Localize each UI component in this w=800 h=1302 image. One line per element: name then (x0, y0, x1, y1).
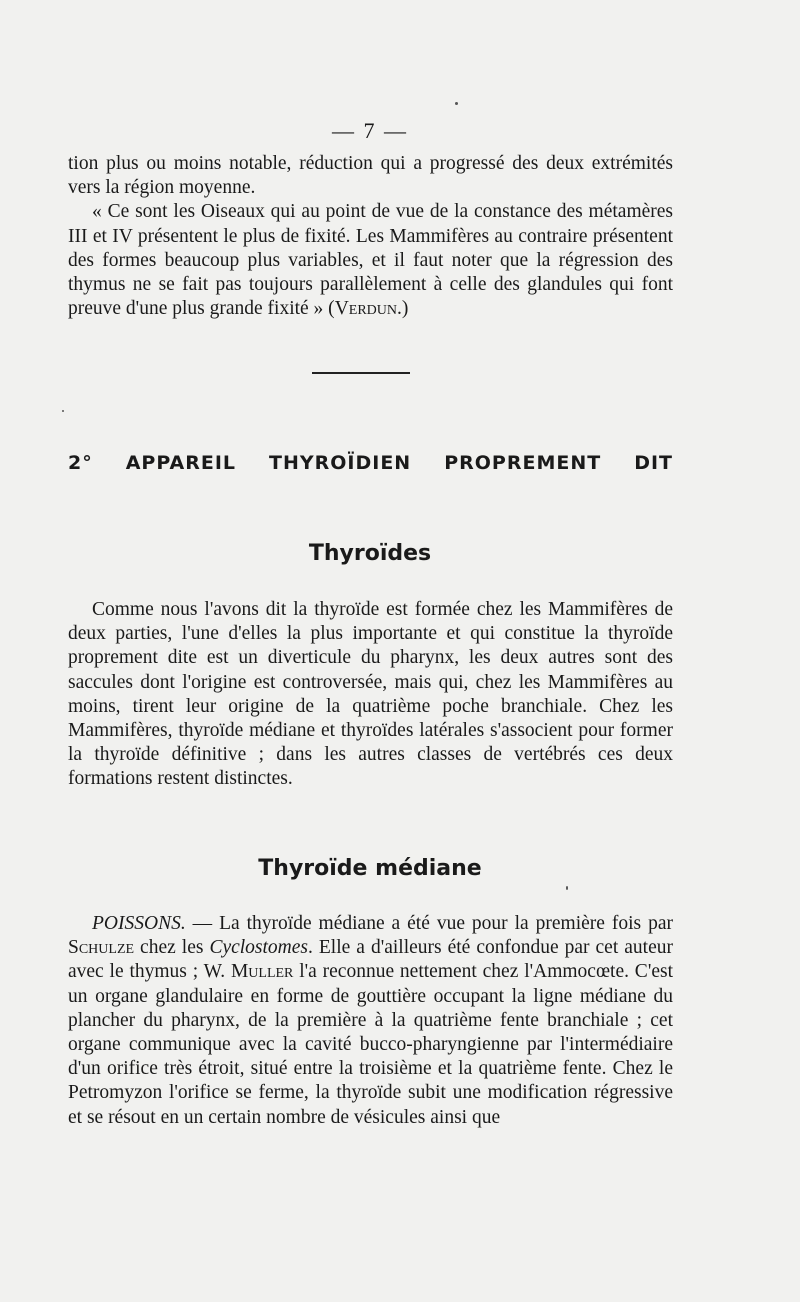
section-word-3: PROPREMENT (444, 452, 602, 474)
text-block-top (68, 152, 673, 321)
mediane-text-3: . Elle a d'ailleurs été confondue par cet auteur avec le thymus ; W. (68, 937, 673, 983)
section-word-2: THYROÏDIEN (269, 452, 412, 474)
heading-thyroide-mediane: Thyroïde médiane (258, 856, 482, 881)
section-word-4: DIT (634, 452, 673, 474)
paragraph-continuation: tion plus ou moins notable, réduction qui a progressé des deux extrémités vers la région moyenne. (68, 153, 673, 199)
mediane-text-2: chez les (134, 937, 210, 959)
quote-close: .) (397, 298, 409, 320)
page-number: — 7 — (332, 118, 408, 143)
author-verdun: Verdun (334, 298, 397, 320)
mediane-text-1: — La thyroïde médiane a été vue pour la première fois par (185, 913, 673, 934)
text-block-thyroides (68, 598, 673, 792)
heading-thyroides: Thyroïdes (308, 541, 432, 566)
author-schulze: Schulze (68, 937, 135, 959)
paragraph-quote (68, 200, 673, 321)
lead-poissons: POISSONS. (92, 913, 186, 934)
paragraph-mediane (68, 912, 673, 1130)
print-speck (62, 410, 64, 412)
author-muller: Muller (230, 961, 294, 983)
paragraph-thyroides: Comme nous l'avons dit la thyroïde est formée chez les Mammifères de deux parties, l'une d'elles la plus importante et qui constitue la thyroïde proprement dite est un diverticule du pharynx, les deux autres sont des saccules dont l'origine est controversée, mais qui, chez les Mammifères au moins, tirent leur origine de la quatrième poche branchiale. Chez les Mammifères, thyroïde médiane et thyroïdes latérales s'associent pour former la thyroïde définitive ; dans les autres classes de vertébrés ces deux formations restent distinctes. (68, 599, 673, 790)
quote-text: « Ce sont les Oiseaux qui au point de vue de la constance des métamères III et IV présentent le plus de fixité. Les Mammifères au contraire présentent des formes beaucoup plus variables, et il faut noter que la régression des thymus ne se fait pas toujours parallèlement à celle des glandules qui font preuve d'une plus grande fixité » ( (68, 201, 673, 320)
print-speck (566, 886, 568, 890)
text-block-mediane (68, 912, 673, 1130)
term-cyclostomes: Cyclostomes (209, 937, 309, 959)
section-number: 2° (68, 452, 93, 474)
mediane-text-4: l'a reconnue nettement chez l'Ammocœte. C'est un organe glandulaire en forme de gouttière occupant la ligne médiane du plancher du pharynx, de la première à la quatrième fente branchiale ; cet organe communique avec la cavité bucco-pharyngienne par l'intermédiaire d'un orifice très étroit, situé entre la troisième et la quatrième fente. Chez le Petromyzon l'orifice se ferme, la thyroïde subit une modification régressive et se résout en un certain nombre de vésicules ainsi que (68, 961, 673, 1128)
print-speck (455, 102, 458, 105)
section-divider (312, 372, 410, 374)
section-word-1: APPAREIL (125, 452, 237, 474)
section-heading (68, 452, 673, 474)
